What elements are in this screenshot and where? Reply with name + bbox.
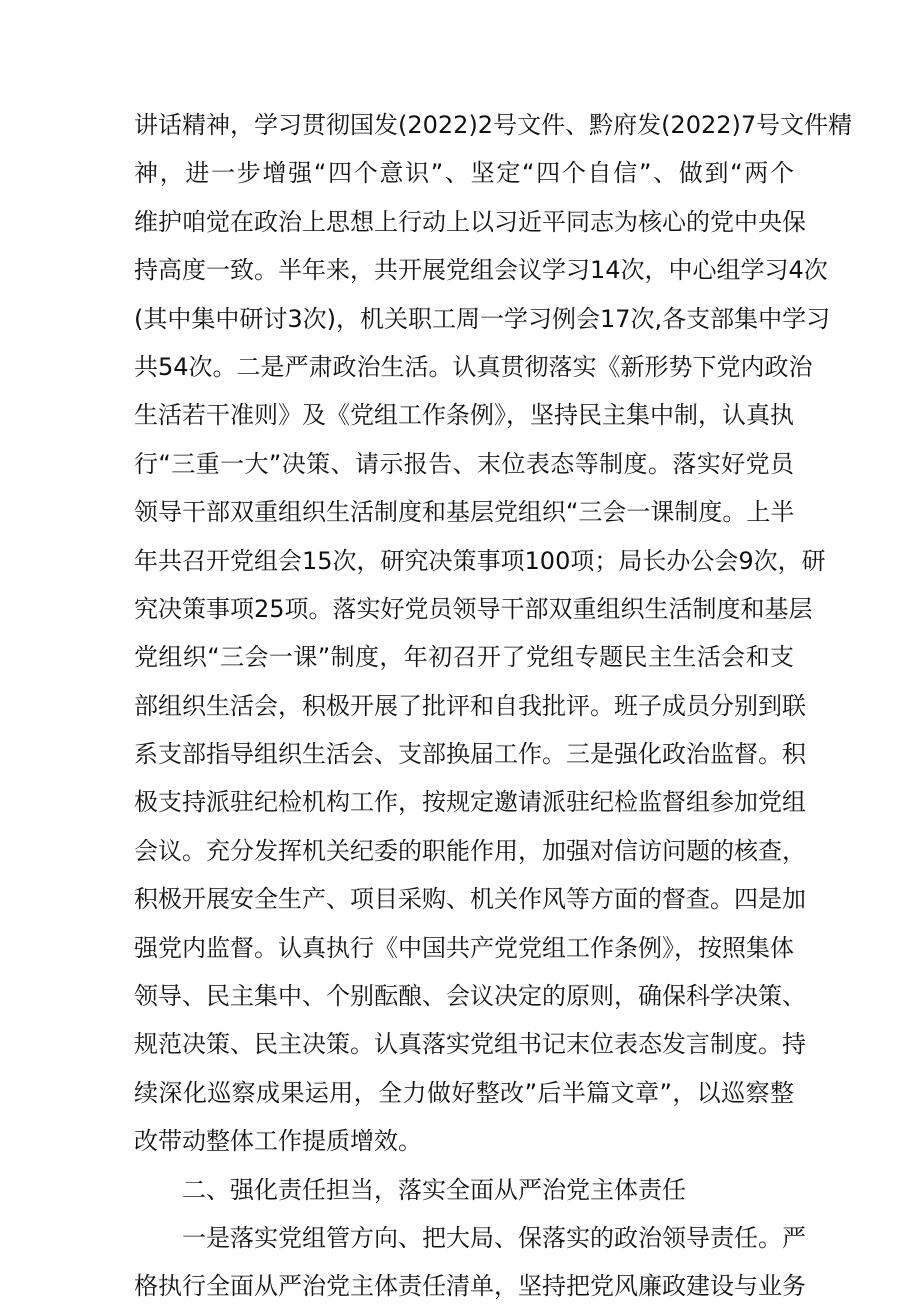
text-line: 积极开展安全生产、项目采购、机关作风等方面的督查。四是加: [134, 885, 806, 914]
text-line: 一是落实党组管方向、把大局、保落实的政治领导责任。严: [182, 1223, 806, 1252]
text-line: 生活若干准则》及《党组工作条例》，坚持民主集中制，认真执: [134, 401, 794, 430]
text-line: 维护咱觉在政治上思想上行动上以习近平同志为核心的党中央保: [134, 207, 806, 236]
text-line: 年共召开党组会15次，研究决策事项100项；局长办公会9次，研: [134, 546, 826, 575]
text-line: 党组织“三会一课”制度，年初召开了党组专题民主生活会和支: [134, 643, 794, 672]
text-line: 究决策事项25项。落实好党员领导干部双重组织生活制度和基层: [134, 594, 813, 623]
document-body: [134, 101, 853, 1311]
text-line: 领导、民主集中、个别酝酿、会议决定的原则，确保科学决策、: [134, 982, 806, 1011]
text-line: 会议。充分发挥机关纪委的职能作用，加强对信访问题的核查，: [134, 836, 806, 865]
text-line: 讲话精神，学习贯彻国发(2022)2号文件、黔府发(2022)7号文件精: [134, 111, 853, 139]
section-heading: 二、强化责任担当，落实全面从严治党主体责任: [182, 1175, 686, 1204]
text-line: 领导干部双重组织生活制度和基层党组织“三会一课制度。上半: [134, 498, 795, 527]
text-line: 行“三重一大”决策、请示报告、末位表态等制度。落实好党员: [134, 449, 794, 478]
text-line: 部组织生活会，积极开展了批评和自我批评。班子成员分别到联: [134, 691, 806, 720]
text-line: 共54次。二是严肃政治生活。认真贯彻落实《新形势下党内政治: [134, 352, 813, 381]
text-line: 强党内监督。认真执行《中国共产党党组工作条例》，按照集体: [134, 933, 794, 962]
text-line: 神，进一步增强“四个意识”、坚定“四个自信”、做到“两个: [134, 159, 794, 188]
text-line: 规范决策、民主决策。认真落实党组书记末位表态发言制度。持: [134, 1030, 806, 1059]
text-line: 格执行全面从严治党主体责任清单，坚持把党风廉政建设与业务: [134, 1272, 806, 1301]
text-line: 持高度一致。半年来，共开展党组会议学习14次，中心组学习4次: [134, 256, 828, 285]
text-line: 系支部指导组织生活会、支部换届工作。三是强化政治监督。积: [134, 740, 806, 769]
text-line: 续深化巡察成果运用，全力做好整改”后半篇文章”，以巡察整: [134, 1078, 794, 1107]
text-line: 改带动整体工作提质增效。: [134, 1127, 422, 1156]
text-line: (其中集中研讨3次)，机关职工周一学习例会17次,各支部集中学习: [134, 304, 831, 333]
text-line: 极支持派驻纪检机构工作，按规定邀请派驻纪检监督组参加党组: [134, 788, 806, 817]
